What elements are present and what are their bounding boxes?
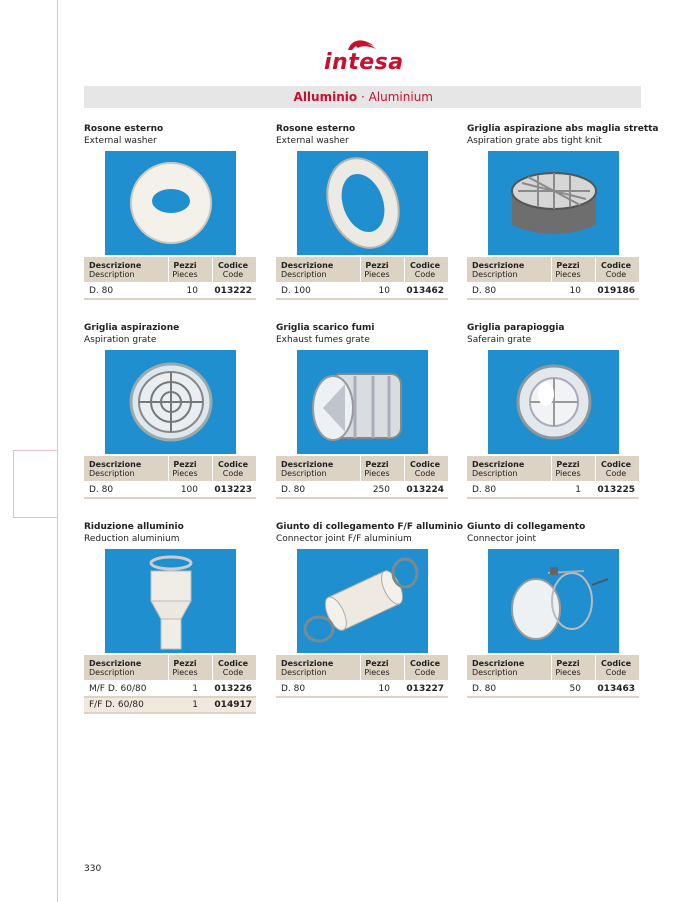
table-header [467,456,639,481]
row-code: 013463 [597,684,635,694]
product-name-it: Griglia parapioggia [467,323,565,333]
connector-ff-icon [297,549,428,653]
product-name-en: Aspiration grate abs tight knit [467,136,602,146]
washer-flat-icon [297,151,428,255]
product-photo [488,350,619,454]
header-description: Descrizione Description [472,460,525,478]
table-row [467,284,639,300]
product-name-it: Griglia scarico fumi [276,323,375,333]
table-row [84,483,256,499]
product-photo [105,549,236,653]
product-card [467,521,658,694]
header-description: Descrizione Description [89,460,142,478]
product-name-en: Connector joint [467,534,537,544]
row-pieces: 10 [186,286,198,296]
product-name-it: Giunto di collegamento [467,522,586,532]
header-code: Codice Code [595,456,636,481]
row-pieces: 50 [569,684,581,694]
row-description: F/F D. 60/80 [89,700,144,710]
aspiration-grate-icon [105,350,236,454]
row-pieces: 250 [372,485,390,495]
table-row [84,284,256,300]
header-pieces: Pezzi Pieces [168,655,201,680]
header-description: Descrizione Description [89,659,142,677]
product-card [467,322,658,495]
header-code: Codice Code [595,257,636,282]
table-header [84,456,256,481]
product-name-en: Connector joint F/F aluminium [276,534,412,544]
product-card [84,521,275,710]
header-description: Descrizione Description [472,261,525,279]
product-card [84,123,275,296]
table-row [276,284,448,300]
header-description: Descrizione Description [281,261,334,279]
header-code: Codice Code [212,456,253,481]
product-name-en: Reduction aluminium [84,534,180,544]
table-header [276,655,448,680]
header-pieces: Pezzi Pieces [168,456,201,481]
product-card [84,322,275,495]
row-code: 013223 [214,485,252,495]
header-pieces: Pezzi Pieces [551,257,584,282]
row-pieces: 10 [569,286,581,296]
product-name-it: Rosone esterno [276,124,356,134]
row-pieces: 1 [192,684,198,694]
row-code: 013227 [406,684,444,694]
connector-clamp-icon [488,549,619,653]
row-description: D. 80 [89,485,114,495]
row-description: D. 80 [281,684,306,694]
header-description: Descrizione Description [281,460,334,478]
page-tab-marker [13,450,58,518]
product-photo [105,151,236,255]
table-row [467,483,639,499]
table-row [84,682,256,698]
row-code: 019186 [597,286,635,296]
product-name-it: Rosone esterno [84,124,164,134]
row-code: 013224 [406,485,444,495]
header-code: Codice Code [404,257,445,282]
product-card [467,123,659,296]
product-photo [488,151,619,255]
row-description: D. 80 [472,286,497,296]
table-header [467,655,639,680]
row-pieces: 1 [575,485,581,495]
product-name-en: Exhaust fumes grate [276,335,370,345]
product-name-it: Griglia aspirazione abs maglia stretta [467,124,659,134]
header-code: Codice Code [212,257,253,282]
table-row [467,682,639,698]
header-code: Codice Code [595,655,636,680]
header-code: Codice Code [404,456,445,481]
saferain-grate-icon [488,350,619,454]
reduction-icon [105,549,236,653]
brand-logo [322,36,404,80]
product-card [276,521,467,694]
row-code: 014917 [214,700,252,710]
brand-name: intesa [324,50,404,75]
table-row [84,698,256,714]
product-name-en: Aspiration grate [84,335,157,345]
header-description: Descrizione Description [89,261,142,279]
row-code: 013462 [406,286,444,296]
section-title: Alluminio · Aluminium [293,90,433,104]
row-pieces: 100 [180,485,198,495]
header-code: Codice Code [212,655,253,680]
product-photo [105,350,236,454]
row-pieces: 1 [192,700,198,710]
product-name-en: External washer [84,136,157,146]
header-pieces: Pezzi Pieces [360,655,393,680]
exhaust-grate-icon [297,350,428,454]
section-banner [84,86,641,108]
tight-grate-icon [488,151,619,255]
product-photo [297,350,428,454]
row-code: 013226 [214,684,252,694]
row-pieces: 10 [378,684,390,694]
row-pieces: 10 [378,286,390,296]
product-photo [297,549,428,653]
washer-ring-icon [105,151,236,255]
row-code: 013225 [597,485,635,495]
row-description: D. 80 [281,485,306,495]
page-number: 330 [84,864,102,874]
row-description: D. 80 [472,485,497,495]
row-description: M/F D. 60/80 [89,684,147,694]
product-card [276,123,467,296]
header-pieces: Pezzi Pieces [551,655,584,680]
header-pieces: Pezzi Pieces [551,456,584,481]
table-header [276,257,448,282]
product-name-en: External washer [276,136,349,146]
header-pieces: Pezzi Pieces [168,257,201,282]
header-description: Descrizione Description [281,659,334,677]
product-name-it: Griglia aspirazione [84,323,180,333]
table-row [276,483,448,499]
product-name-it: Giunto di collegamento F/F alluminio [276,522,463,532]
row-code: 013222 [214,286,252,296]
row-description: D. 80 [472,684,497,694]
row-description: D. 80 [89,286,114,296]
table-header [276,456,448,481]
header-description: Descrizione Description [472,659,525,677]
product-photo [297,151,428,255]
product-name-it: Riduzione alluminio [84,522,184,532]
table-header [467,257,639,282]
header-code: Codice Code [404,655,445,680]
product-name-en: Saferain grate [467,335,532,345]
header-pieces: Pezzi Pieces [360,257,393,282]
table-header [84,257,256,282]
table-row [276,682,448,698]
table-header [84,655,256,680]
product-card [276,322,467,495]
row-description: D. 100 [281,286,311,296]
header-pieces: Pezzi Pieces [360,456,393,481]
product-photo [488,549,619,653]
